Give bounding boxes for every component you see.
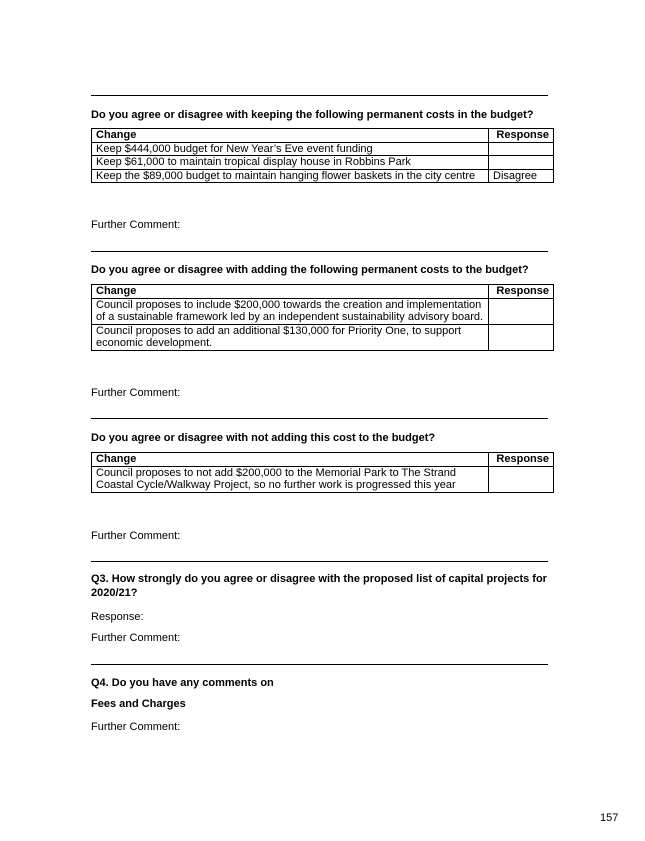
response-column-header: Response (489, 129, 554, 143)
response-cell[interactable] (489, 142, 554, 156)
table-row (92, 142, 554, 156)
table-row (92, 466, 554, 492)
change-cell: Keep $61,000 to maintain tropical display house in Robbins Park (92, 156, 489, 170)
change-column-header: Change (92, 285, 489, 299)
q4-question: Q4. Do you have any comments on (91, 677, 274, 689)
response-cell[interactable] (489, 298, 554, 324)
further-comment-label: Further Comment: (91, 219, 181, 231)
further-comment-label: Further Comment: (91, 721, 181, 733)
further-comment-label: Further Comment: (91, 530, 181, 542)
change-cell: Keep the $89,000 budget to maintain hanging flower baskets in the city centre (92, 169, 489, 183)
change-column-header: Change (92, 453, 489, 467)
response-column-header: Response (489, 453, 554, 467)
change-cell: Keep $444,000 budget for New Year’s Eve event funding (92, 142, 489, 156)
table-row (92, 298, 554, 324)
q4-subheading: Fees and Charges (91, 698, 186, 710)
section-3-question: Do you agree or disagree with not adding this cost to the budget? (91, 432, 436, 444)
change-cell: Council proposes to include $200,000 towards the creation and implementation of a sustainable framework led by an independent sustainability advisory board. (92, 298, 489, 324)
section-2-table (91, 284, 554, 351)
response-cell[interactable] (489, 156, 554, 170)
section-divider (91, 561, 548, 562)
change-cell: Council proposes to not add $200,000 to the Memorial Park to The Strand Coastal Cycle/Walkway Project, so no further work is progressed this year (92, 466, 489, 492)
further-comment-label: Further Comment: (91, 387, 181, 399)
table-row (92, 169, 554, 183)
table-header-row (92, 453, 554, 467)
table-row (92, 324, 554, 350)
section-divider (91, 95, 548, 96)
change-column-header: Change (92, 129, 489, 143)
further-comment-label: Further Comment: (91, 632, 181, 644)
q3-question: Q3. How strongly do you agree or disagree with the proposed list of capital projects for 2020/21? (91, 573, 547, 599)
section-3-table (91, 452, 554, 493)
response-cell[interactable] (489, 324, 554, 350)
response-cell[interactable] (489, 466, 554, 492)
section-divider (91, 418, 548, 419)
page-number: 157 (600, 812, 619, 824)
section-divider (91, 251, 548, 252)
response-cell[interactable]: Disagree (489, 169, 554, 183)
table-row (92, 156, 554, 170)
change-cell: Council proposes to add an additional $130,000 for Priority One, to support economic development. (92, 324, 489, 350)
section-divider (91, 664, 548, 665)
section-1-table (91, 128, 554, 183)
table-header-row (92, 285, 554, 299)
table-header-row (92, 129, 554, 143)
section-1-question: Do you agree or disagree with keeping the following permanent costs in the budget? (91, 109, 534, 121)
q3-response-label: Response: (91, 611, 144, 623)
response-column-header: Response (489, 285, 554, 299)
section-2-question: Do you agree or disagree with adding the following permanent costs to the budget? (91, 264, 529, 276)
